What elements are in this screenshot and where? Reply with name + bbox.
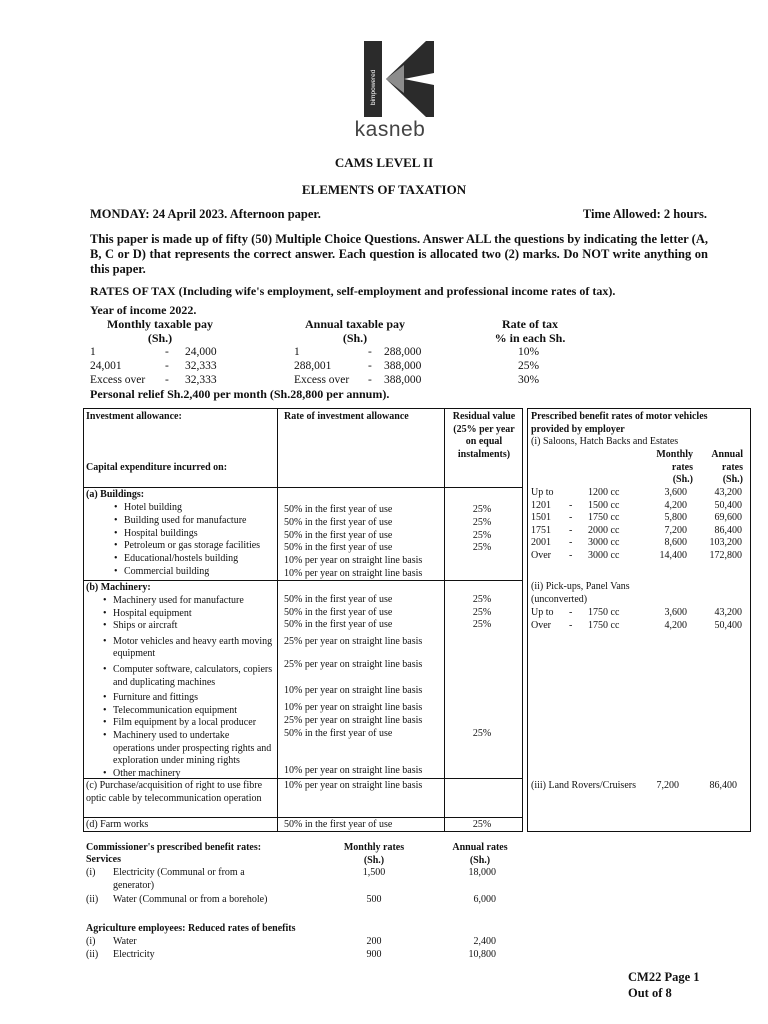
table-row: 1501 - 1750 cc 5,800 69,600 — [531, 512, 742, 524]
time-allowed: Time Allowed: 2 hours. — [582, 207, 707, 221]
monthly-rates-header: Monthly rates (Sh.) — [656, 449, 693, 485]
list-item: • Ships or aircraft — [113, 620, 273, 633]
residual-header: Residual value (25% per year on equal instalments) — [452, 411, 516, 460]
list-item: • Telecommunication equipment — [113, 705, 273, 718]
agri-title: Agriculture employees: Reduced rates of benefits — [86, 923, 296, 934]
table-row: (ii) Water (Communal or from a borehole) 500 6,000 — [86, 894, 496, 905]
land-rovers-label: (iii) Land Rovers/Cruisers — [531, 780, 636, 791]
date-line: MONDAY: 24 April 2023. Afternoon paper. — [90, 207, 321, 221]
saloons-subtitle: (i) Saloons, Hatch Backs and Estates — [531, 436, 679, 447]
list-item: • Machinery used to undertake operations under prospecting rights and exploration under mining rights — [113, 730, 273, 768]
saloons-table — [531, 487, 747, 563]
tax-rates-table — [90, 345, 610, 387]
pickups-subtitle: (ii) Pick-ups, Panel Vans (unconverted) — [531, 581, 630, 605]
kasneb-logo — [360, 37, 440, 123]
farm-works-item: (d) Farm works — [86, 819, 149, 830]
commissioner-title: Commissioner's prescribed benefit rates: — [86, 842, 262, 853]
exam-subject: ELEMENTS OF TAXATION — [301, 182, 467, 197]
list-item: • Computer software, calculators, copiers and duplicating machines — [113, 664, 273, 689]
divider — [444, 408, 445, 832]
table-row: (i) Water 200 2,400 — [86, 936, 496, 947]
table-row: Over - 1750 cc 4,200 50,400 — [531, 619, 742, 631]
exam-level: CAMS LEVEL II — [334, 155, 434, 170]
buildings-residuals: 25% 25% 25% 25% — [472, 504, 492, 554]
table-row: Excess over - 32,333 Excess over - 388,000 30% — [90, 374, 540, 386]
rate-header: Rate of investment allowance — [284, 411, 409, 422]
investment-allowance-header: Investment allowance: — [86, 411, 182, 422]
buildings-list — [124, 502, 274, 579]
list-item: • Petroleum or gas storage facilities — [124, 540, 274, 553]
table-row: 1201 - 1500 cc 4,200 50,400 — [531, 499, 742, 511]
list-item: • Other machinery — [113, 768, 273, 781]
list-item: • Commercial building — [124, 566, 274, 579]
rates-title: RATES OF TAX (Including wife's employment, self-employment and professional income rates of tax). — [90, 284, 616, 298]
divider — [277, 408, 278, 832]
land-rovers-annual: 86,400 — [709, 780, 737, 791]
fibre-optic-item: (c) Purchase/acquisition of right to use fibre optic cable by telecommunication operation — [86, 780, 263, 804]
farm-works-rate: 50% in the first year of use — [284, 819, 393, 830]
list-item: • Hotel building — [124, 502, 274, 515]
col-rate-header: Rate of tax % in each Sh. — [494, 317, 566, 345]
table-row: 1 - 24,000 1 - 288,000 10% — [90, 346, 540, 358]
list-item: • Machinery used for manufacture — [113, 595, 273, 608]
table-row: (i) Electricity (Communal or from a generator) 1,500 18,000 — [86, 867, 496, 891]
capital-expenditure-header: Capital expenditure incurred on: — [86, 462, 228, 473]
page-number: CM22 Page 1 — [628, 970, 700, 984]
services-table — [86, 867, 526, 921]
table-row: Up to - 1750 cc 3,600 43,200 — [531, 607, 742, 618]
table-row: 24,001 - 32,333 288,001 - 388,000 25% — [90, 360, 540, 372]
fibre-optic-rate: 10% per year on straight line basis — [284, 780, 423, 791]
list-item: • Hospital buildings — [124, 528, 274, 541]
year-of-income: Year of income 2022. — [90, 303, 197, 317]
machinery-label: (b) Machinery: — [86, 582, 151, 593]
table-row: 2001 - 3000 cc 8,600 103,200 — [531, 537, 742, 549]
page-total: Out of 8 — [628, 986, 672, 1000]
list-item: • Building used for manufacture — [124, 515, 274, 528]
buildings-label: (a) Buildings: — [86, 489, 145, 500]
logo-wordmark: kasneb — [354, 118, 426, 141]
table-row: Over - 3000 cc 14,400 172,800 — [531, 549, 742, 561]
annual-rates-header: Annual rates (Sh.) — [711, 449, 743, 485]
list-item: • Furniture and fittings — [113, 692, 273, 705]
table-row: 1751 - 2000 cc 7,200 86,400 — [531, 524, 742, 536]
buildings-rates: 50% in the first year of use 50% in the first year of use 50% in the first year of use 50% in the first year of use 10% per year on straight line basis 10% per year on straight line basis — [284, 504, 423, 579]
motor-vehicles-title: Prescribed benefit rates of motor vehicles provided by employer — [531, 411, 708, 435]
col-annual-header: Annual taxable pay (Sh.) — [304, 317, 406, 345]
instructions: This paper is made up of fifty (50) Multiple Choice Questions. Answer ALL the questions by indicating the letter (A, B, C or D) that represents the correct answer. Each question is allocated two (2) marks. Do NOT write anything on this paper. — [90, 232, 708, 276]
list-item: • Film equipment by a local producer — [113, 717, 273, 730]
list-item: • Educational/hostels building — [124, 553, 274, 566]
services-label: Services — [86, 854, 121, 865]
machinery-list — [113, 595, 273, 780]
list-item: • Hospital equipment — [113, 608, 273, 621]
divider — [83, 487, 523, 488]
personal-relief: Personal relief Sh.2,400 per month (Sh.28,800 per annum). — [90, 387, 390, 401]
svg-text:bimpowered: bimpowered — [370, 69, 377, 105]
commissioner-monthly-header: Monthly rates (Sh.) — [343, 842, 405, 866]
table-row: Up to 1200 cc 3,600 43,200 — [531, 487, 742, 498]
col-monthly-header: Monthly taxable pay (Sh.) — [106, 317, 213, 345]
divider — [83, 817, 523, 818]
farm-works-residual: 25% — [472, 819, 492, 830]
list-item: • Motor vehicles and heavy earth moving equipment — [113, 636, 273, 661]
commissioner-annual-header: Annual rates (Sh.) — [452, 842, 508, 866]
table-row: (ii) Electricity 900 10,800 — [86, 949, 496, 960]
agri-table — [86, 936, 526, 962]
pickups-table — [531, 607, 747, 632]
land-rovers-monthly: 7,200 — [656, 780, 679, 791]
